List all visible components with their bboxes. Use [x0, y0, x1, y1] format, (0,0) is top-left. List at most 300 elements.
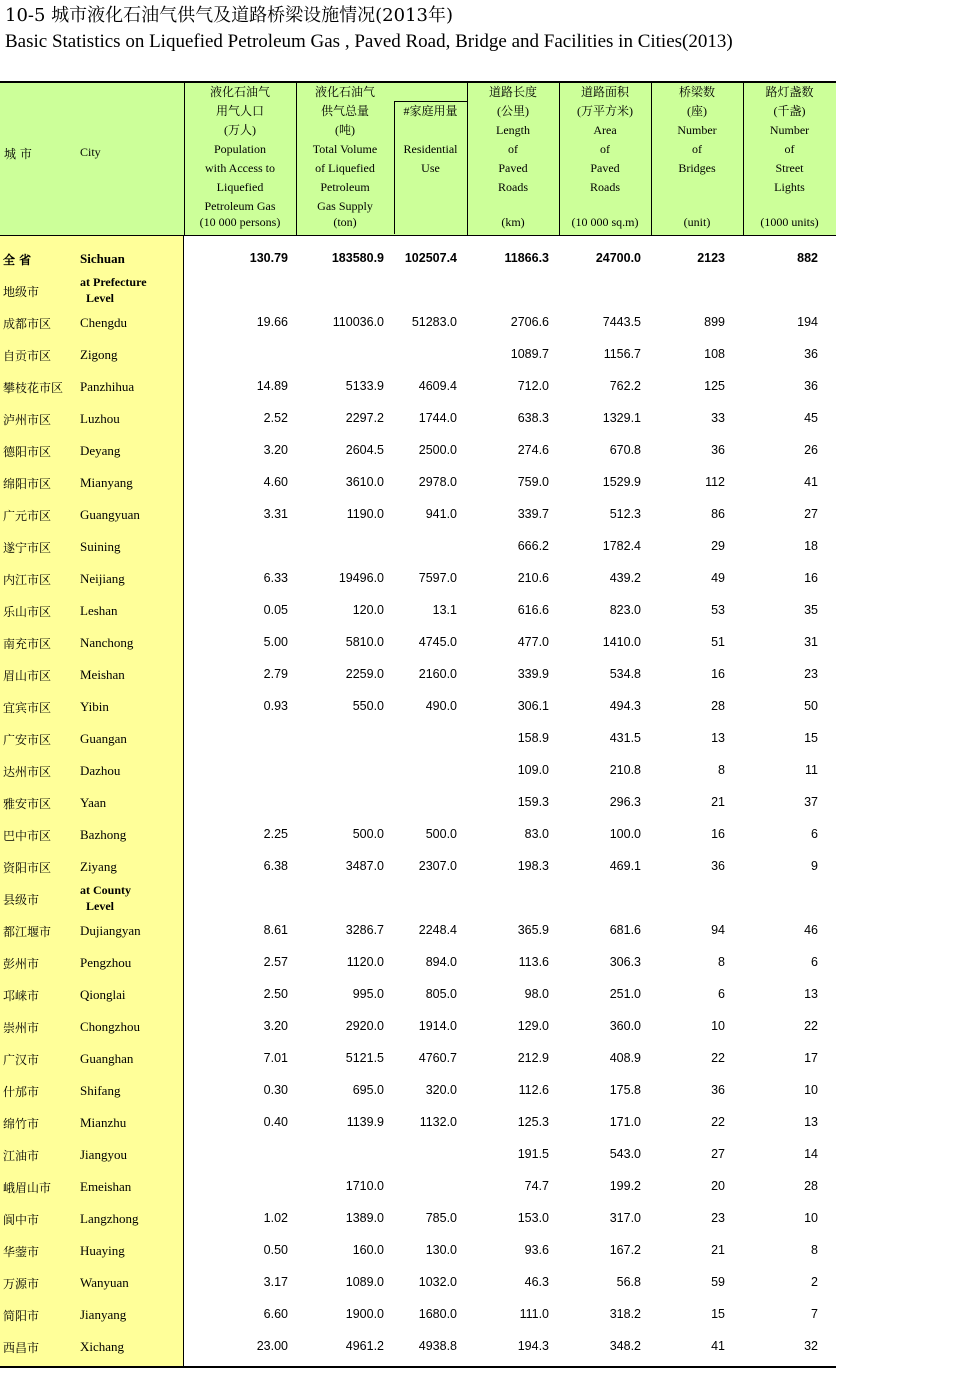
cell-value: 16 [711, 827, 725, 841]
cell-value: 74.7 [524, 1179, 549, 1193]
city-name-cn: 遂宁市区 [3, 541, 52, 555]
cell-value: 8 [718, 763, 725, 777]
cell-value: 2.52 [263, 411, 288, 425]
cell-value: 2604.5 [345, 443, 384, 457]
cell-value: 210.8 [609, 763, 641, 777]
cell-value: 1089.7 [510, 347, 549, 361]
cell-value: 3.20 [263, 1019, 288, 1033]
city-name-en: Suining [80, 539, 121, 554]
cell-value: 159.3 [517, 795, 549, 809]
table-row [0, 1074, 836, 1106]
header-col-2-line: of Liquefied [315, 161, 375, 175]
table-bottom-rule [0, 1366, 836, 1368]
city-name-en: Chengdu [80, 315, 127, 330]
header-col-2-line: Total Volume [312, 142, 378, 156]
header-col-3-line: #家庭用量 [403, 104, 458, 118]
cell-value: 212.9 [517, 1051, 549, 1065]
cell-value: 4609.4 [418, 379, 457, 393]
table-row [0, 754, 836, 786]
city-name-en: Qionglai [80, 987, 126, 1002]
cell-value: 125 [704, 379, 725, 393]
header-col-5-line: 道路面积 [580, 85, 629, 99]
table-row [0, 434, 836, 466]
header-col-2 [296, 83, 394, 234]
cell-value: 1139.9 [346, 1115, 384, 1129]
cell-value: 6.33 [263, 571, 288, 585]
city-name-cn: 德阳市区 [3, 445, 52, 459]
cell-value: 0.50 [263, 1243, 288, 1257]
table-row [0, 274, 836, 306]
cell-value: 1782.4 [602, 539, 641, 553]
cell-value: 6.38 [263, 859, 288, 873]
cell-value: 2307.0 [418, 859, 457, 873]
cell-value: 6 [811, 827, 818, 841]
header-col-1-line: Population [213, 142, 266, 156]
cell-value: 175.8 [609, 1083, 641, 1097]
cell-value: 2123 [697, 251, 725, 265]
cell-value: 158.9 [517, 731, 549, 745]
cell-value: 408.9 [609, 1051, 641, 1065]
city-name-en: Emeishan [80, 1179, 132, 1194]
cell-value: 2.79 [263, 667, 288, 681]
city-name-cn: 自贡市区 [3, 349, 52, 363]
city-name-cn: 攀枝花市区 [3, 381, 64, 395]
cell-value: 22 [804, 1019, 818, 1033]
cell-value: 348.2 [609, 1339, 641, 1353]
city-name-en: Deyang [80, 443, 121, 458]
header-col-1-line: 用气人口 [215, 104, 264, 118]
cell-value: 1914.0 [418, 1019, 457, 1033]
cell-value: 762.2 [609, 379, 641, 393]
table-row [0, 1010, 836, 1042]
cell-value: 153.0 [517, 1211, 549, 1225]
city-name-en: Jiangyou [80, 1147, 127, 1162]
cell-value: 8 [718, 955, 725, 969]
header-col-1-line: 液化石油气 [209, 85, 270, 99]
cell-value: 51 [711, 635, 725, 649]
cell-value: 51283.0 [411, 315, 457, 329]
city-name-en: at Prefecture Level [80, 275, 147, 305]
city-name-cn: 广元市区 [3, 509, 52, 523]
cell-value: 22 [711, 1115, 725, 1129]
header-col-6-line: of [692, 142, 702, 156]
city-name-en: Shifang [80, 1083, 121, 1098]
header-col-7-line: of [784, 142, 795, 156]
table-row [0, 1298, 836, 1330]
cell-value: 1410.0 [602, 635, 641, 649]
city-name-cn: 什邡市 [3, 1085, 40, 1099]
cell-value: 27 [804, 507, 818, 521]
header-col-6 [651, 83, 743, 234]
city-name-cn: 泸州市区 [3, 413, 52, 427]
cell-value: 296.3 [609, 795, 641, 809]
header-col-7-line: Lights [774, 180, 805, 194]
cell-value: 785.0 [425, 1211, 457, 1225]
table-row [0, 882, 836, 914]
header-col-4-line: (公里) [497, 104, 529, 118]
city-name-en: Neijiang [80, 571, 125, 586]
city-name-cn: 资阳市区 [3, 861, 52, 875]
city-name-cn: 彭州市 [3, 957, 40, 971]
table-row [0, 1202, 836, 1234]
city-name-en: Mianyang [80, 475, 133, 490]
header-col-5-line: Roads [590, 180, 620, 194]
city-name-cn: 华蓥市 [3, 1245, 40, 1259]
city-name-en: Guangyuan [80, 507, 140, 522]
cell-value: 2259.0 [345, 667, 384, 681]
header-col-5 [559, 83, 651, 234]
table-row [0, 370, 836, 402]
cell-value: 167.2 [609, 1243, 641, 1257]
city-name-cn: 全 省 [3, 253, 32, 267]
table-row [0, 1266, 836, 1298]
city-name-en: Leshan [80, 603, 118, 618]
cell-value: 20 [711, 1179, 725, 1193]
cell-value: 110036.0 [332, 315, 384, 329]
cell-value: 2297.2 [345, 411, 384, 425]
cell-value: 120.0 [352, 603, 384, 617]
table-row [0, 722, 836, 754]
cell-value: 3286.7 [345, 923, 384, 937]
table-row [0, 402, 836, 434]
city-name-cn: 内江市区 [3, 573, 52, 587]
cell-value: 21 [711, 795, 725, 809]
cell-value: 4961.2 [345, 1339, 384, 1353]
table-row [0, 1138, 836, 1170]
table-row [0, 850, 836, 882]
table-row [0, 786, 836, 818]
cell-value: 35 [804, 603, 818, 617]
cell-value: 3610.0 [345, 475, 384, 489]
cell-value: 129.0 [517, 1019, 549, 1033]
cell-value: 360.0 [609, 1019, 641, 1033]
table-row [0, 1106, 836, 1138]
table-row [0, 338, 836, 370]
table-title-english: Basic Statistics on Liquefied Petroleum Gas , Paved Road, Bridge and Facilities in Cities(2013) [5, 31, 733, 52]
header-col-3-line [394, 83, 467, 102]
header-col-6-line: 桥梁数 [678, 85, 715, 99]
cell-value: 86 [711, 507, 725, 521]
table-row [0, 658, 836, 690]
header-city-cn: 城 市 [4, 147, 32, 161]
city-name-cn: 万源市 [3, 1277, 40, 1291]
header-col-4-unit: (km) [501, 215, 525, 229]
header-col-2-line: Petroleum [320, 180, 370, 194]
cell-value: 17 [804, 1051, 818, 1065]
cell-value: 10 [711, 1019, 725, 1033]
cell-value: 14.89 [256, 379, 288, 393]
city-name-cn: 阆中市 [3, 1213, 40, 1227]
city-name-en: at County Level [80, 883, 132, 913]
city-name-en: Xichang [80, 1339, 125, 1354]
cell-value: 19.66 [256, 315, 288, 329]
cell-value: 94 [711, 923, 725, 937]
cell-value: 41 [711, 1339, 725, 1353]
header-col-7 [743, 83, 836, 234]
cell-value: 31 [804, 635, 818, 649]
cell-value: 6 [718, 987, 725, 1001]
cell-value: 894.0 [425, 955, 457, 969]
cell-value: 93.6 [524, 1243, 549, 1257]
cell-value: 274.6 [517, 443, 549, 457]
cell-value: 9 [811, 859, 818, 873]
header-col-2-line: (吨) [335, 123, 355, 137]
header-col-4-line: Paved [498, 161, 528, 175]
cell-value: 1744.0 [418, 411, 457, 425]
header-col-3 [394, 83, 467, 234]
header-col-3-line [394, 121, 467, 140]
cell-value: 1190.0 [346, 507, 384, 521]
cell-value: 500.0 [352, 827, 384, 841]
cell-value: 759.0 [517, 475, 549, 489]
cell-value: 59 [711, 1275, 725, 1289]
cell-value: 26 [804, 443, 818, 457]
header-col-7-line: 路灯盏数 [765, 85, 814, 99]
header-col-5-line: (万平方米) [577, 104, 633, 118]
table-row [0, 466, 836, 498]
cell-value: 1529.9 [602, 475, 641, 489]
cell-value: 15 [711, 1307, 725, 1321]
header-city-en: City [80, 145, 101, 159]
table-row [0, 498, 836, 530]
cell-value: 100.0 [609, 827, 641, 841]
header-col-6-line: Bridges [678, 161, 716, 175]
city-name-en: Pengzhou [80, 955, 132, 970]
cell-value: 251.0 [609, 987, 641, 1001]
cell-value: 98.0 [524, 987, 549, 1001]
city-name-en: Ziyang [80, 859, 117, 874]
cell-value: 339.7 [517, 507, 549, 521]
cell-value: 15 [804, 731, 818, 745]
cell-value: 1389.0 [345, 1211, 384, 1225]
cell-value: 11 [805, 763, 818, 777]
cell-value: 19496.0 [338, 571, 384, 585]
cell-value: 183580.9 [331, 251, 384, 265]
city-name-cn: 巴中市区 [3, 829, 52, 843]
header-col-5-unit: (10 000 sq.m) [571, 215, 639, 229]
header-col-1-line: with Access to [205, 161, 275, 175]
city-name-en: Zigong [80, 347, 118, 362]
table-row [0, 690, 836, 722]
cell-value: 56.8 [616, 1275, 641, 1289]
header-col-4-line: Length [496, 123, 530, 137]
city-name-cn: 都江堰市 [3, 925, 52, 939]
cell-value: 27 [711, 1147, 725, 1161]
cell-value: 543.0 [609, 1147, 641, 1161]
city-name-cn: 峨眉山市 [3, 1181, 52, 1195]
header-col-1-unit: (10 000 persons) [199, 215, 281, 229]
cell-value: 46 [804, 923, 818, 937]
city-name-en: Huaying [80, 1243, 125, 1258]
cell-value: 1032.0 [418, 1275, 457, 1289]
cell-value: 7 [811, 1307, 818, 1321]
cell-value: 36 [711, 1083, 725, 1097]
city-name-cn: 邛崃市 [3, 989, 40, 1003]
cell-value: 28 [711, 699, 725, 713]
cell-value: 36 [711, 859, 725, 873]
cell-value: 5133.9 [345, 379, 384, 393]
cell-value: 16 [804, 571, 818, 585]
cell-value: 8 [811, 1243, 818, 1257]
table-row [0, 1330, 836, 1362]
header-col-1-line: Liquefied [216, 180, 264, 194]
cell-value: 666.2 [517, 539, 549, 553]
cell-value: 41 [804, 475, 818, 489]
cell-value: 2.25 [263, 827, 288, 841]
cell-value: 29 [711, 539, 725, 553]
cell-value: 681.6 [609, 923, 641, 937]
cell-value: 33 [711, 411, 725, 425]
cell-value: 0.05 [263, 603, 288, 617]
cell-value: 3.31 [263, 507, 288, 521]
city-name-cn: 广汉市 [3, 1053, 40, 1067]
city-name-cn: 眉山市区 [3, 669, 52, 683]
header-col-4-line: 道路长度 [488, 85, 537, 99]
city-name-en: Guanghan [80, 1051, 134, 1066]
cell-value: 199.2 [609, 1179, 641, 1193]
cell-value: 3.17 [263, 1275, 288, 1289]
cell-value: 638.3 [517, 411, 549, 425]
cell-value: 0.40 [263, 1115, 288, 1129]
table-row [0, 530, 836, 562]
city-name-cn: 西昌市 [3, 1341, 40, 1355]
city-name-cn: 简阳市 [3, 1309, 40, 1323]
city-name-en: Mianzhu [80, 1115, 127, 1130]
header-col-1-line: (万人) [224, 123, 256, 137]
table-header [0, 81, 836, 236]
cell-value: 320.0 [425, 1083, 457, 1097]
cell-value: 670.8 [609, 443, 641, 457]
cell-value: 24700.0 [595, 251, 641, 265]
cell-value: 882 [797, 251, 818, 265]
cell-value: 50 [804, 699, 818, 713]
cell-value: 2248.4 [418, 923, 457, 937]
table-body [0, 242, 836, 1362]
cell-value: 2160.0 [418, 667, 457, 681]
city-name-en: Yaan [80, 795, 107, 810]
cell-value: 306.3 [609, 955, 641, 969]
table-title-chinese: 10-5 城市液化石油气供气及道路桥梁设施情况(2013年) [5, 5, 454, 26]
cell-value: 339.9 [517, 667, 549, 681]
cell-value: 1120.0 [346, 955, 384, 969]
city-name-en: Wanyuan [80, 1275, 129, 1290]
city-name-en: Yibin [80, 699, 109, 714]
header-col-2-line: Gas Supply [317, 199, 373, 213]
table-row [0, 914, 836, 946]
cell-value: 1132.0 [419, 1115, 457, 1129]
cell-value: 194 [797, 315, 818, 329]
cell-value: 7597.0 [418, 571, 457, 585]
table-row [0, 306, 836, 338]
city-name-en: Meishan [80, 667, 125, 682]
cell-value: 2706.6 [510, 315, 549, 329]
cell-value: 210.6 [517, 571, 549, 585]
cell-value: 4.60 [263, 475, 288, 489]
table-row [0, 946, 836, 978]
cell-value: 36 [711, 443, 725, 457]
cell-value: 18 [804, 539, 818, 553]
header-col-5-line: Area [593, 123, 617, 137]
cell-value: 1680.0 [418, 1307, 457, 1321]
cell-value: 13.1 [432, 603, 457, 617]
city-name-cn: 达州市区 [3, 765, 52, 779]
cell-value: 23 [804, 667, 818, 681]
cell-value: 37 [804, 795, 818, 809]
cell-value: 198.3 [517, 859, 549, 873]
header-col-6-line: Number [677, 123, 717, 137]
cell-value: 13 [804, 987, 818, 1001]
cell-value: 16 [711, 667, 725, 681]
header-col-2-unit: (ton) [333, 215, 357, 229]
cell-value: 1900.0 [345, 1307, 384, 1321]
cell-value: 5810.0 [345, 635, 384, 649]
cell-value: 7443.5 [602, 315, 641, 329]
city-name-en: Panzhihua [80, 379, 135, 394]
cell-value: 130.79 [249, 251, 288, 265]
cell-value: 439.2 [609, 571, 641, 585]
cell-value: 995.0 [352, 987, 384, 1001]
header-col-4 [467, 83, 559, 234]
header-col-6-unit: (unit) [683, 215, 711, 229]
cell-value: 23.00 [256, 1339, 288, 1353]
city-name-cn: 绵阳市区 [3, 477, 52, 491]
cell-value: 11866.3 [504, 251, 549, 265]
cell-value: 712.0 [517, 379, 549, 393]
cell-value: 22 [711, 1051, 725, 1065]
cell-value: 13 [804, 1115, 818, 1129]
city-name-cn: 地级市 [3, 285, 40, 299]
cell-value: 194.3 [517, 1339, 549, 1353]
cell-value: 494.3 [609, 699, 641, 713]
city-name-en: Dazhou [80, 763, 121, 778]
cell-value: 45 [804, 411, 818, 425]
cell-value: 1710.0 [345, 1179, 384, 1193]
header-col-3-line: Use [421, 161, 440, 175]
cell-value: 8.61 [263, 923, 288, 937]
cell-value: 130.0 [425, 1243, 457, 1257]
cell-value: 112 [705, 475, 725, 489]
cell-value: 365.9 [517, 923, 549, 937]
table-row [0, 594, 836, 626]
cell-value: 23 [711, 1211, 725, 1225]
cell-value: 823.0 [609, 603, 641, 617]
cell-value: 941.0 [425, 507, 457, 521]
cell-value: 306.1 [517, 699, 549, 713]
cell-value: 534.8 [609, 667, 641, 681]
header-col-3-line: Residential [403, 142, 458, 156]
cell-value: 3487.0 [345, 859, 384, 873]
cell-value: 14 [804, 1147, 818, 1161]
city-name-cn: 雅安市区 [3, 797, 52, 811]
header-col-2-line: 供气总量 [320, 104, 369, 118]
city-name-en: Dujiangyan [80, 923, 141, 938]
cell-value: 500.0 [425, 827, 457, 841]
header-col-1 [184, 83, 296, 234]
header-col-4-line: Roads [498, 180, 528, 194]
cell-value: 112.6 [518, 1083, 549, 1097]
city-name-en: Luzhou [80, 411, 120, 426]
header-col-2-line: 液化石油气 [314, 85, 375, 99]
cell-value: 5121.5 [345, 1051, 384, 1065]
cell-value: 49 [711, 571, 725, 585]
cell-value: 318.2 [609, 1307, 641, 1321]
cell-value: 616.6 [517, 603, 549, 617]
cell-value: 1156.7 [603, 347, 641, 361]
city-name-cn: 江油市 [3, 1149, 40, 1163]
header-col-4-line: of [508, 142, 518, 156]
cell-value: 1329.1 [602, 411, 641, 425]
cell-value: 36 [804, 347, 818, 361]
